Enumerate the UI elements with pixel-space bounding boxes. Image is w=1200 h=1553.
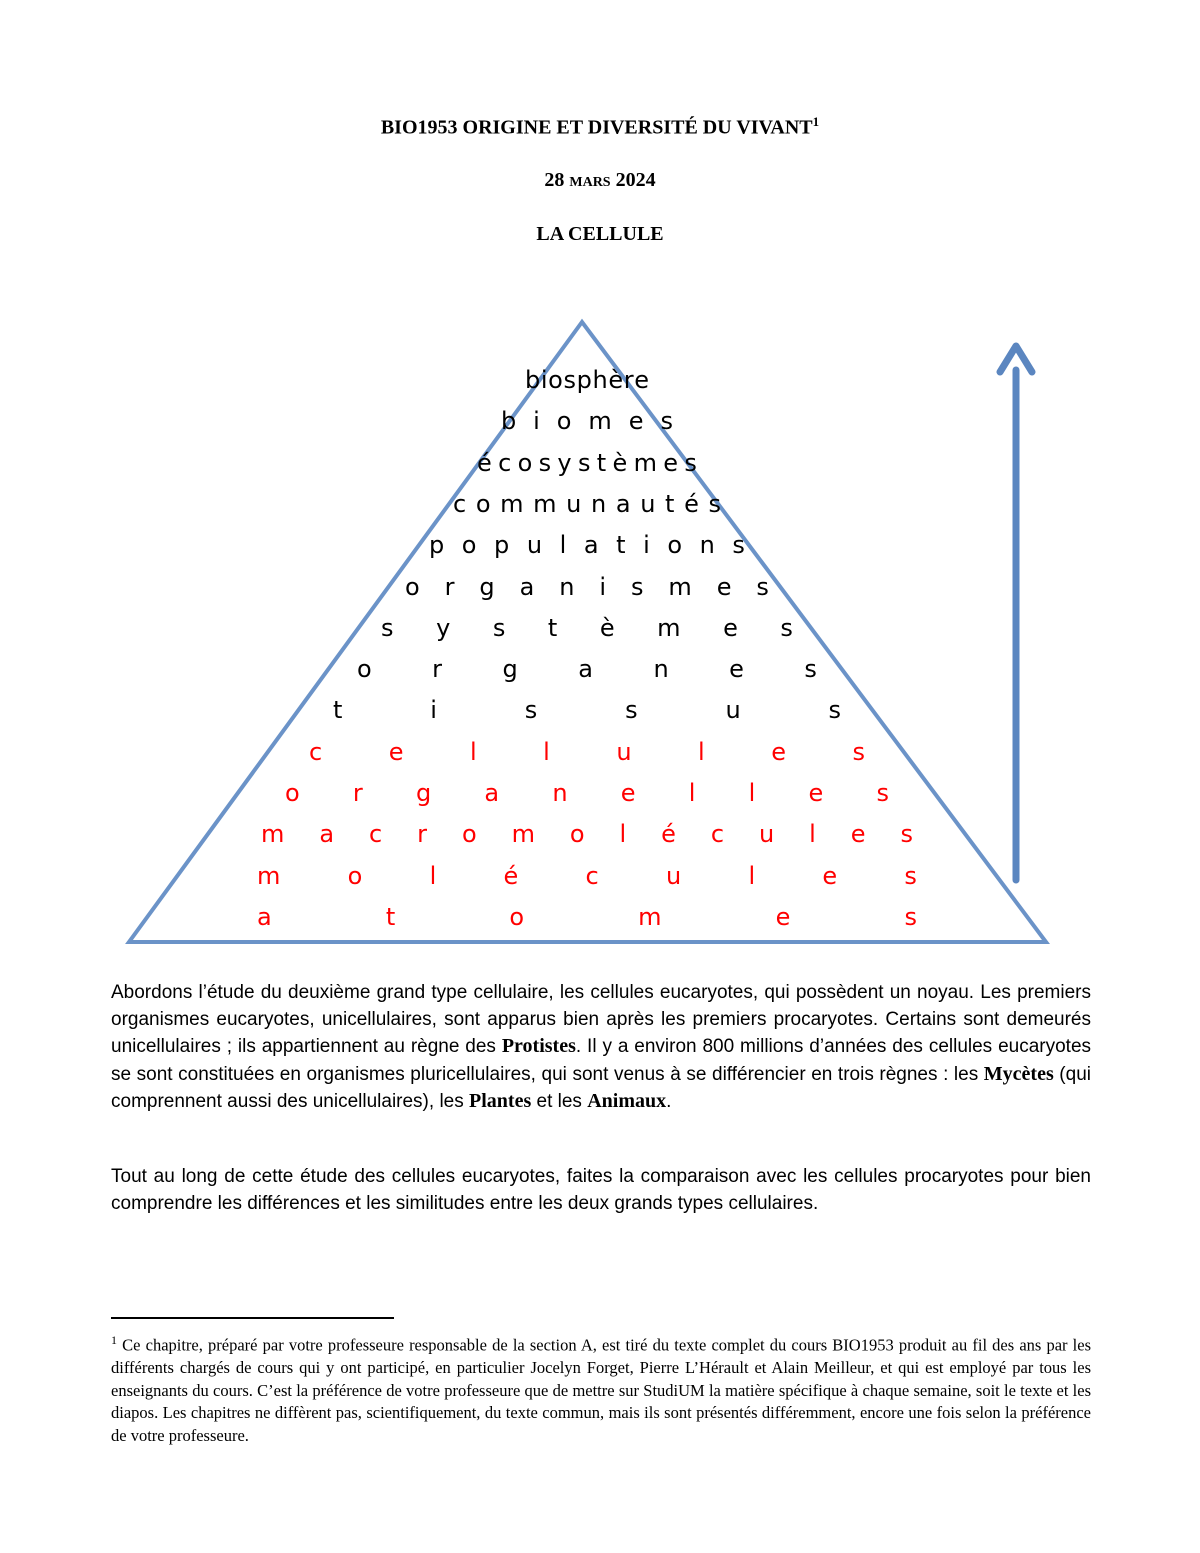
term-protistes: Protistes bbox=[501, 1035, 576, 1057]
pyramid-level: o r g a n i s m e s bbox=[405, 572, 769, 601]
date-month: mars bbox=[569, 169, 611, 191]
pyramid-level: o r g a n e s bbox=[357, 655, 817, 684]
pyramid-level: t i s s u s bbox=[333, 696, 841, 725]
intro-text-2: . Il y a environ 800 millions d’années des cellules eucaryotes se sont constituées en organismes pluricellulaires, qui sont venus à se différencier en trois règnes : les bbox=[111, 1036, 1092, 1085]
pyramid-level: é c o s y s t è m e s bbox=[477, 448, 697, 477]
intro-text-3: (qui comprennent aussi des unicellulaires), les bbox=[111, 1063, 1091, 1112]
paragraph-intro bbox=[111, 980, 1091, 1116]
intro-text-1: Abordons l’étude du deuxième grand type cellulaire, les cellules eucaryotes, qui possèdent un noyau. Les premiers organismes eucaryotes, unicellulaires, sont apparus bien après les premiers procaryotes. Certains sont demeurés unicellulaires ; ils appartiennent au règne des bbox=[111, 982, 1091, 1057]
pyramid-level: s y s t è m e s bbox=[381, 613, 793, 642]
date-year: 2024 bbox=[615, 169, 656, 191]
pyramid-level: m a c r o m o l é c u l e s bbox=[261, 820, 913, 849]
date-day: 28 bbox=[544, 169, 565, 191]
footnote-separator bbox=[111, 1317, 394, 1319]
title-text: BIO1953 ORIGINE ET DIVERSITÉ DU VIVANT bbox=[380, 116, 813, 139]
pyramid-level: c o m m u n a u t é s bbox=[453, 489, 721, 518]
intro-text-5: . bbox=[666, 1091, 672, 1112]
term-plantes: Plantes bbox=[469, 1090, 532, 1112]
pyramid-level: m o l é c u l e s bbox=[257, 861, 917, 890]
term-animaux: Animaux bbox=[587, 1090, 667, 1112]
title-footnote-mark: 1 bbox=[812, 114, 820, 129]
pyramid-level: o r g a n e l l e s bbox=[285, 779, 889, 807]
footnote bbox=[111, 1329, 1091, 1447]
pyramid-level: c e l l u l e s bbox=[309, 737, 865, 766]
term-mycetes: Mycètes bbox=[983, 1062, 1054, 1085]
chapter-title: LA CELLULE bbox=[536, 223, 664, 245]
pyramid-level: b i o m e s bbox=[501, 407, 673, 436]
footnote-text: Ce chapitre, préparé par votre professeure responsable de la section A, est tiré du texte complet du cours BIO1953 produit au fil des ans par les différents chargés de cours qui y ont participé, en particulier Jocelyn Forget, Pierre L’Hérault et Alain Meilleur, et qui est employé par tous les enseignants du cours. C’est la préférence de votre professeure que de mettre sur StudiUM la matière spécifique à chaque semaine, soit le texte et les diapos. Les chapitres ne diffèrent pas, scientifiquement, du texte commun, mais ils sont présentés différemment, encore une fois selon la préférence de votre professeure. bbox=[111, 1335, 1091, 1445]
footnote-mark: 1 bbox=[111, 1333, 117, 1347]
pyramid-level: a t o m e s bbox=[257, 902, 917, 931]
pyramid-level: b i o s p h è r e bbox=[525, 366, 649, 394]
paragraph-comparison: Tout au long de cette étude des cellules eucaryotes, faites la comparaison avec les cellules procaryotes pour bien comprendre les différences et les similitudes entre les deux grands types cellulaires. bbox=[111, 1166, 1091, 1214]
intro-text-4: et les bbox=[531, 1091, 588, 1112]
pyramid-level: p o p u l a t i o n s bbox=[429, 531, 745, 560]
